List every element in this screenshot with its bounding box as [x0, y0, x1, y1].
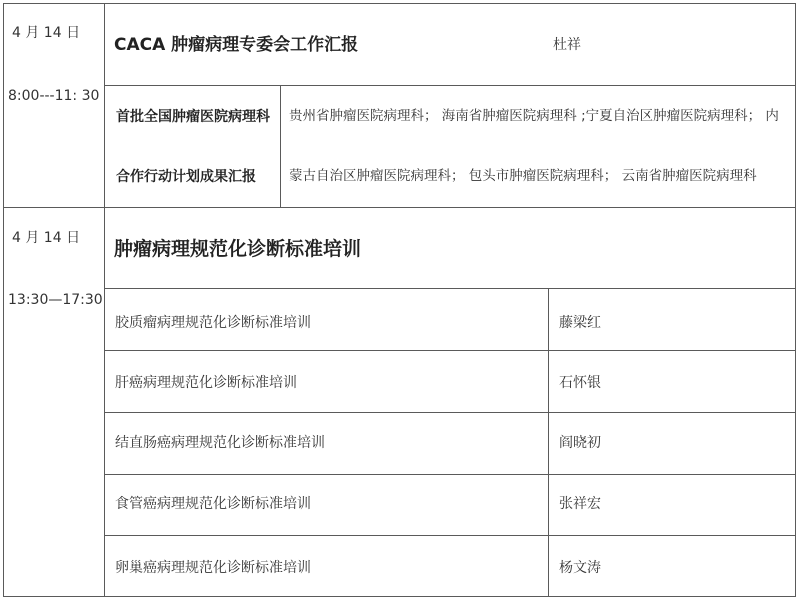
row-divider-2 [104, 412, 796, 413]
report-title-line1: 首批全国肿瘤医院病理科 [116, 109, 270, 125]
section-divider [3, 207, 796, 208]
border-bottom [3, 596, 796, 597]
training-topic-1: 胶质瘤病理规范化诊断标准培训 [115, 315, 311, 331]
section2-title: 肿瘤病理规范化诊断标准培训 [114, 238, 362, 260]
section1-date: 4 月 14 日 [12, 25, 81, 41]
speaker-column-divider [548, 288, 549, 597]
hospitals-line2: 蒙古自治区肿瘤医院病理科； 包头市肿瘤医院病理科； 云南省肿瘤医院病理科 [289, 168, 757, 184]
training-speaker-2: 石怀银 [559, 375, 601, 391]
training-topic-4: 食管癌病理规范化诊断标准培训 [115, 496, 311, 512]
section2-title-underline [104, 288, 796, 289]
training-topic-2: 肝癌病理规范化诊断标准培训 [115, 375, 297, 391]
section1-presenter: 杜祥 [553, 37, 581, 53]
section1-title-underline [104, 85, 796, 86]
border-right [795, 3, 796, 597]
border-left [3, 3, 4, 597]
training-speaker-1: 藤梁红 [559, 315, 601, 331]
border-top [3, 3, 796, 4]
training-speaker-4: 张祥宏 [559, 496, 601, 512]
section1-title: CACA 肿瘤病理专委会工作汇报 [114, 35, 359, 55]
section2-time: 13:30—17:30 [8, 292, 103, 308]
section1-report-divider [280, 85, 281, 207]
report-title-line2: 合作行动计划成果汇报 [116, 169, 256, 185]
row-divider-1 [104, 350, 796, 351]
training-topic-5: 卵巢癌病理规范化诊断标准培训 [115, 560, 311, 576]
row-divider-4 [104, 535, 796, 536]
training-speaker-3: 阎晓初 [559, 435, 601, 451]
row-divider-3 [104, 474, 796, 475]
training-topic-3: 结直肠癌病理规范化诊断标准培训 [115, 435, 325, 451]
date-column-divider [104, 3, 105, 597]
hospitals-line1: 贵州省肿瘤医院病理科； 海南省肿瘤医院病理科 ;宁夏自治区肿瘤医院病理科； 内 [289, 108, 779, 124]
section1-time: 8:00---11: 30 [8, 88, 100, 104]
training-speaker-5: 杨文涛 [559, 560, 601, 576]
section2-date: 4 月 14 日 [12, 230, 81, 246]
